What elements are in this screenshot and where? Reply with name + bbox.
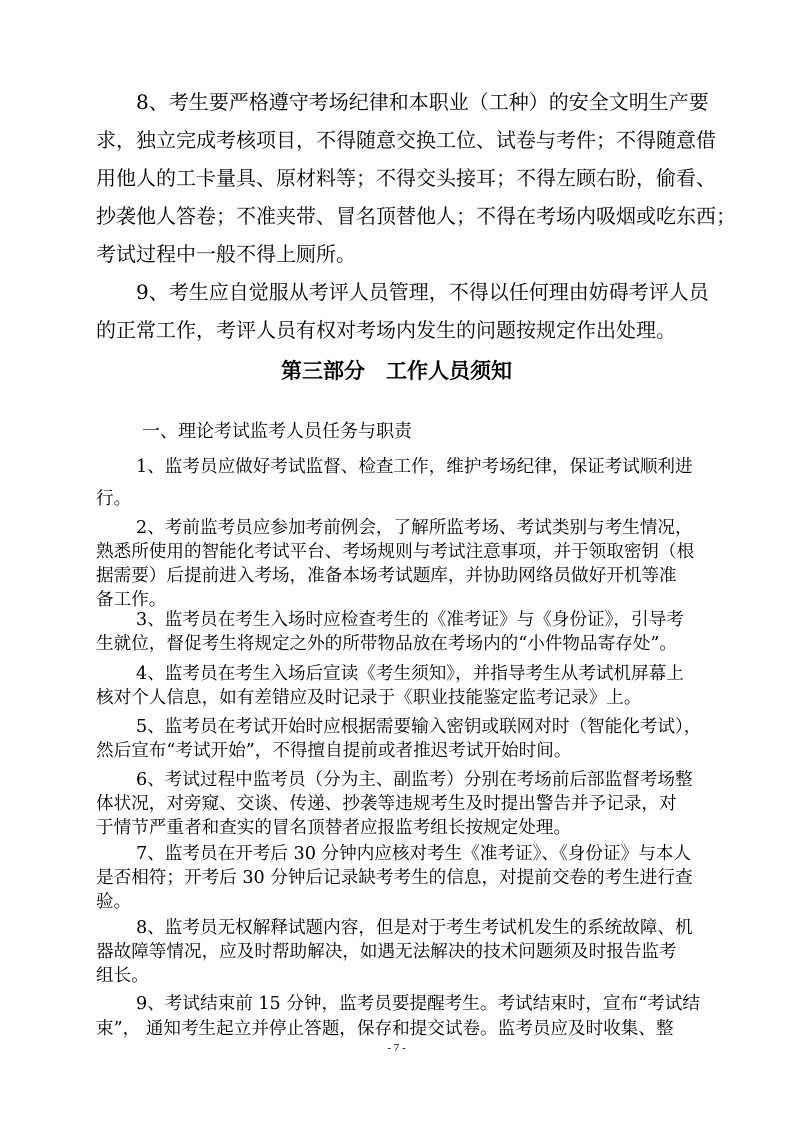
page-number: - 7 - — [387, 1042, 406, 1054]
paragraph-line: 体状况，对旁窥、交谈、传递、抄袭等违规考生及时提出警告并予记录，对 — [96, 794, 677, 814]
paragraph-line: 备工作。 — [96, 590, 167, 610]
paragraph-line: 4、监考员在考生入场后宣读《考生须知》，并指导考生从考试机屏幕上 — [136, 664, 684, 684]
paragraph-line: 验。 — [96, 892, 132, 912]
paragraph-line: 5、监考员在考试开始时应根据需要输入密钥或联网对时（智能化考试）， — [136, 717, 702, 737]
paragraph-line: 8、考生要严格遵守考场纪律和本职业（工种）的安全文明生产要 — [136, 90, 709, 114]
paragraph-line: 据需要）后提前进入考场，准备本场考试题库，并协助网络员做好开机等准 — [96, 566, 677, 586]
paragraph-line: 8、监考员无权解释试题内容，但是对于考生考试机发生的系统故障、机 — [136, 918, 693, 938]
paragraph-line: 9、考试结束前 15 分钟，监考员要提醒考生。考试结束时，宣布“考试结 — [136, 994, 700, 1014]
paragraph-line: 9、考生应自觉服从考评人员管理，不得以任何理由妨碍考评人员 — [136, 280, 709, 304]
paragraph-line: 求，独立完成考核项目，不得随意交换工位、试卷与考件；不得随意借 — [96, 128, 716, 152]
paragraph-line: 熟悉所使用的智能化考试平台、考场规则与考试注意事项，并于领取密钥（根 — [96, 542, 695, 562]
paragraph-line: 3、监考员在考生入场时应检查考生的《准考证》与《身份证》，引导考 — [136, 610, 684, 630]
paragraph-line: 生就位，督促考生将规定之外的所带物品放在考场内的“小件物品寄存处”。 — [96, 634, 677, 654]
paragraph-line: 用他人的工卡量具、原材料等；不得交头接耳；不得左顾右盼，偷看、 — [96, 166, 716, 190]
subheading: 一、理论考试监考人员任务与职责 — [142, 421, 412, 442]
paragraph-line: 的正常工作，考评人员有权对考场内发生的问题按规定作出处理。 — [96, 318, 676, 342]
paragraph-line: 6、考试过程中监考员（分为主、副监考）分别在考场前后部监督考场整 — [136, 770, 693, 790]
paragraph-line: 考试过程中一般不得上厕所。 — [96, 242, 356, 266]
paragraph-line: 7、监考员在开考后 30 分钟内应核对考生《准考证》、《身份证》与本人 — [136, 844, 691, 864]
paragraph-line: 2、考前监考员应参加考前例会，了解所监考场、考试类别与考生情况， — [136, 518, 693, 538]
paragraph-line: 是否相符；开考后 30 分钟后记录缺考考生的信息，对提前交卷的考生进行查 — [96, 868, 693, 888]
paragraph-line: 器故障等情况，应及时帮助解决，如遇无法解决的技术问题须及时报告监考 — [96, 942, 677, 962]
paragraph-line: 束”， 通知考生起立并停止答题，保存和提交试卷。监考员应及时收集、整 — [96, 1019, 674, 1039]
paragraph-line: 行。 — [96, 489, 132, 509]
paragraph-line: 1、监考员应做好考试监督、检查工作，维护考场纪律，保证考试顺利进 — [136, 457, 693, 477]
paragraph-line: 核对个人信息，如有差错应及时记录于《职业技能鉴定监考记录》上。 — [96, 688, 642, 708]
paragraph-line: 然后宣布“考试开始”，不得擅自提前或者推迟考试开始时间。 — [96, 741, 572, 761]
section-heading: 第三部分 工作人员须知 — [281, 359, 512, 383]
paragraph-line: 抄袭他人答卷；不准夹带、冒名顶替他人；不得在考场内吸烟或吃东西； — [96, 204, 736, 228]
paragraph-line: 组长。 — [96, 966, 149, 986]
paragraph-line: 于情节严重者和查实的冒名顶替者应报监考组长按规定处理。 — [96, 818, 572, 838]
